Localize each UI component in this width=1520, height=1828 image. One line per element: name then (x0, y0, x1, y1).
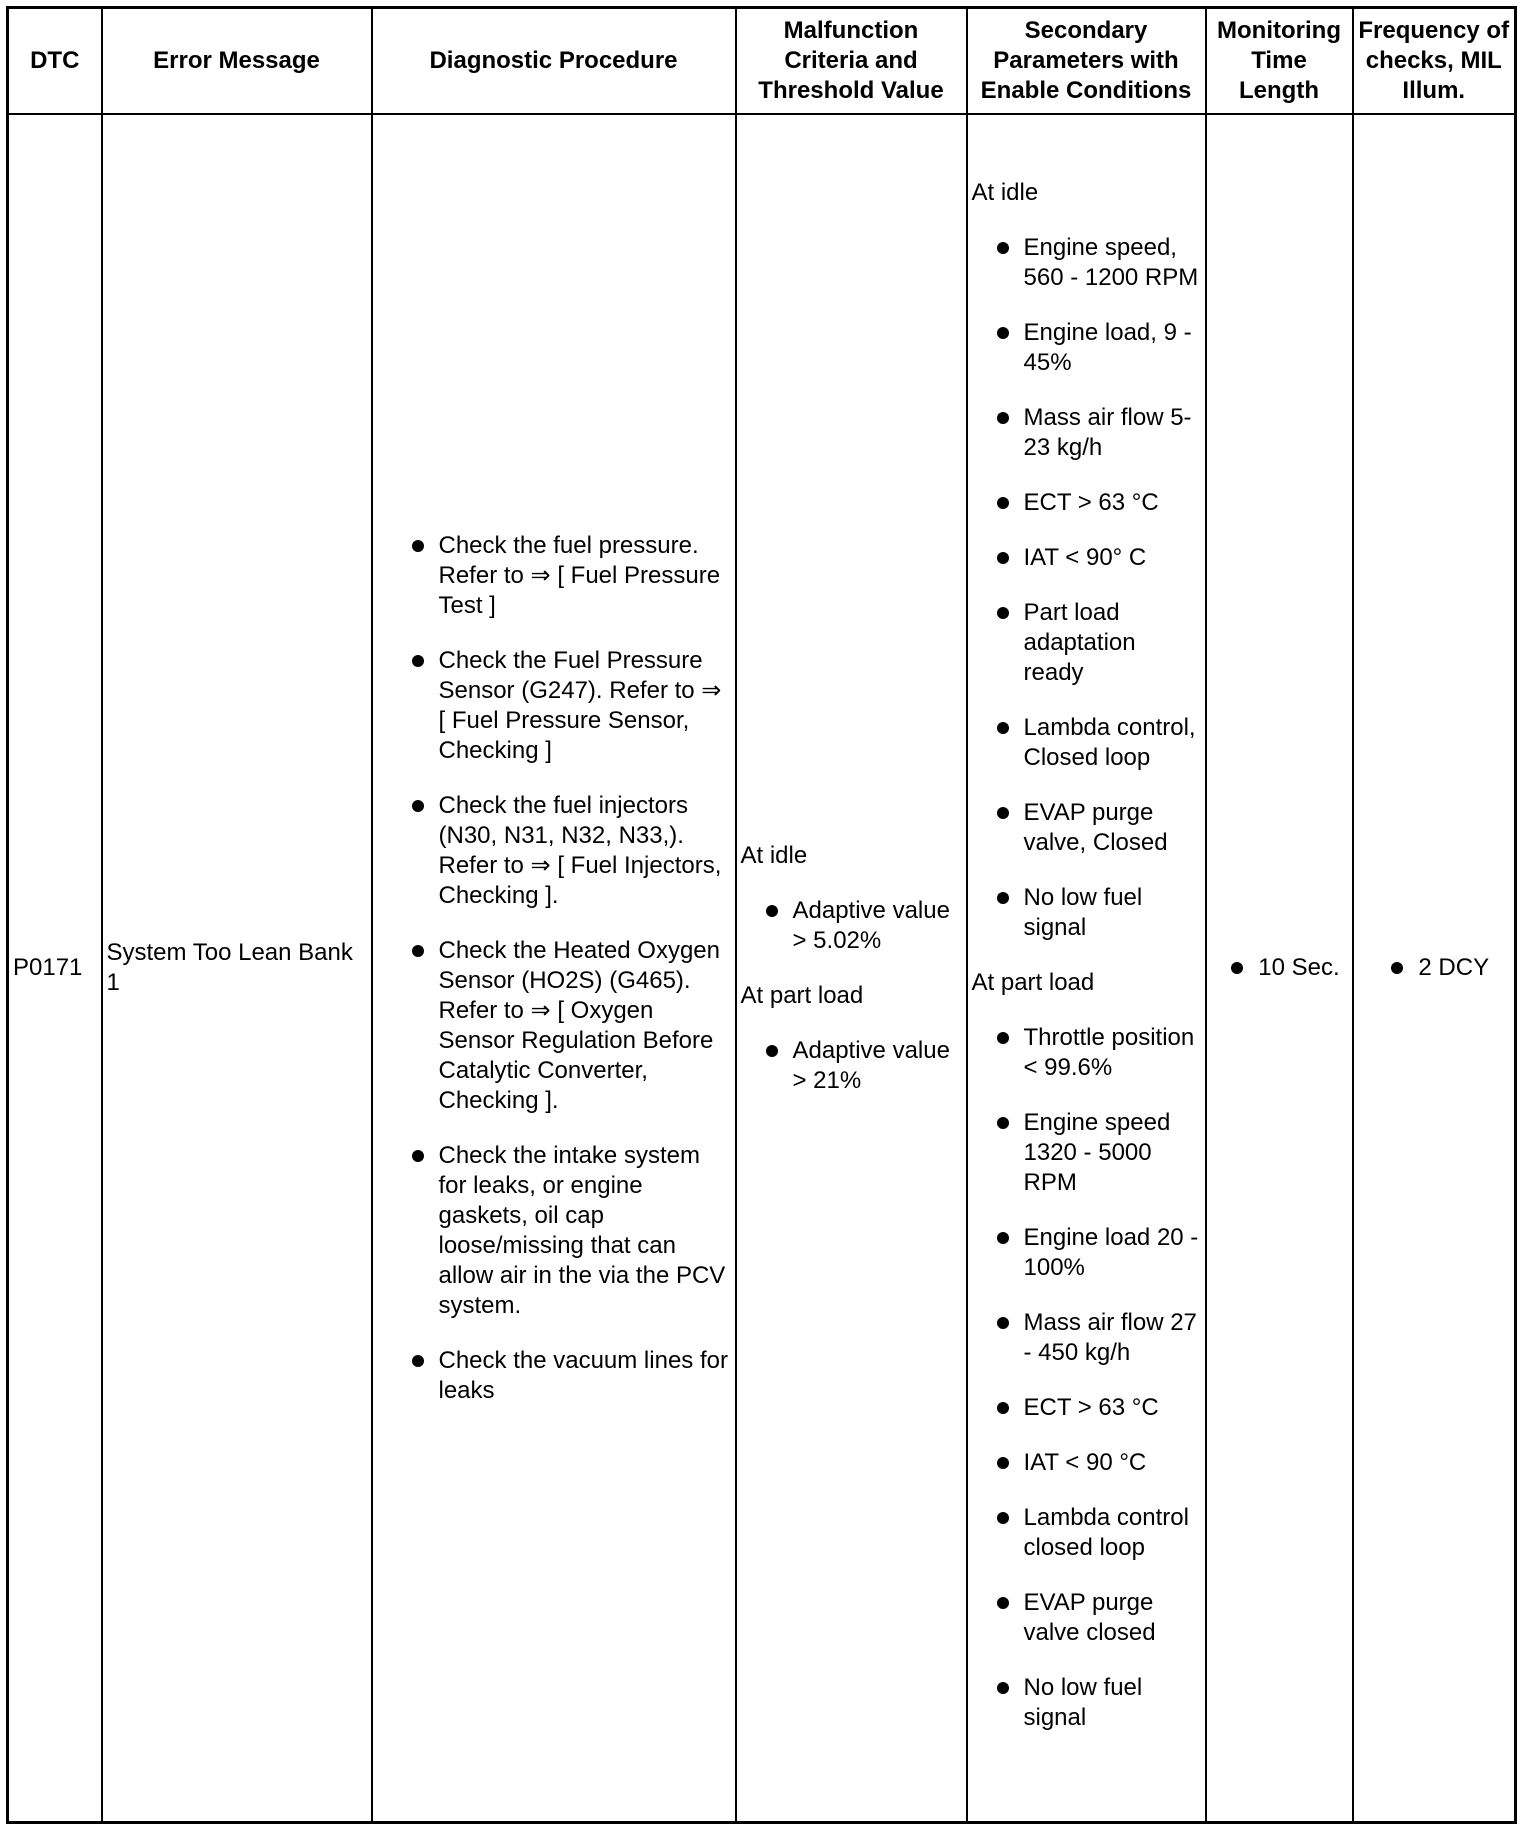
frequency-item-text: 2 DCY (1418, 954, 1490, 981)
cell-dtc: P0171 (8, 114, 102, 1823)
bullet-icon (997, 1317, 1009, 1329)
secondary-param-item (984, 543, 1201, 573)
diagnostic-step (399, 531, 729, 621)
malfunction-idle-list (741, 896, 962, 956)
bullet-icon (997, 892, 1009, 904)
header-monitoring-time: Monitoring Time Length (1206, 8, 1353, 115)
malfunction-item-text: Adaptive value > 5.02% (792, 896, 950, 954)
secondary-param-item-text: Lambda control, Closed loop (1023, 714, 1196, 771)
header-dtc: DTC (8, 8, 102, 115)
secondary-param-item (984, 318, 1201, 378)
bullet-icon (997, 1597, 1009, 1609)
diagnostic-step (399, 1346, 729, 1406)
malfunction-item (753, 896, 962, 956)
malfunction-part-load-list (741, 1036, 962, 1096)
diagnostic-step (399, 791, 729, 911)
secondary-param-item (984, 713, 1201, 773)
bullet-icon (997, 722, 1009, 734)
header-frequency: Frequency of checks, MIL Illum. (1353, 8, 1516, 115)
bullet-icon (997, 327, 1009, 339)
cell-malfunction-criteria (736, 114, 967, 1823)
diagnostic-step-text: Check the Fuel Pressure Sensor (G247). Refer to ⇒ [ Fuel Pressure Sensor, Checking ] (438, 646, 722, 764)
bullet-icon (997, 552, 1009, 564)
cell-diagnostic-procedure (372, 114, 736, 1823)
secondary-param-item-text: Mass air flow 27 - 450 kg/h (1023, 1309, 1197, 1366)
bullet-icon (412, 540, 424, 552)
secondary-idle-heading: At idle (971, 179, 1039, 206)
bullet-icon (997, 807, 1009, 819)
table-row (8, 114, 1516, 1823)
secondary-param-item (984, 883, 1201, 943)
diagnostic-step-text: Check the Heated Oxygen Sensor (HO2S) (G465). Refer to ⇒ [ Oxygen Sensor Regulation Before Catalytic Converter, Checking ]. (438, 936, 720, 1114)
secondary-part-load-heading: At part load (971, 969, 1095, 996)
secondary-param-item-text: IAT < 90° C (1023, 544, 1147, 571)
bullet-icon (997, 412, 1009, 424)
secondary-param-item (984, 1673, 1201, 1733)
secondary-param-item (984, 233, 1201, 293)
bullet-icon (997, 1032, 1009, 1044)
secondary-param-item-text: EVAP purge valve closed (1023, 1589, 1156, 1646)
cell-secondary-parameters (967, 114, 1206, 1823)
bullet-icon (766, 1045, 778, 1057)
secondary-param-item (984, 1503, 1201, 1563)
secondary-param-item (984, 1448, 1201, 1478)
bullet-icon (412, 1150, 424, 1162)
bullet-icon (997, 1682, 1009, 1694)
diagnostic-step-text: Check the fuel pressure. Refer to ⇒ [ Fuel Pressure Test ] (438, 531, 721, 619)
secondary-idle-list (972, 233, 1201, 943)
malfunction-idle-heading: At idle (740, 841, 808, 869)
secondary-param-item (984, 1588, 1201, 1648)
bullet-icon (997, 497, 1009, 509)
cell-monitoring-time (1206, 114, 1353, 1823)
header-row (8, 8, 1516, 115)
header-error-message: Error Message (102, 8, 372, 115)
header-secondary-parameters: Secondary Parameters with Enable Conditions (967, 8, 1206, 115)
secondary-param-item (984, 1223, 1201, 1283)
frequency-list (1378, 953, 1489, 983)
secondary-param-item-text: Engine load 20 - 100% (1023, 1224, 1199, 1281)
secondary-param-item (984, 1108, 1201, 1198)
secondary-part-load-list (972, 1023, 1201, 1733)
malfunction-item (753, 1036, 962, 1096)
bullet-icon (412, 1355, 424, 1367)
secondary-param-item-text: Part load adaptation ready (1023, 599, 1136, 686)
bullet-icon (412, 800, 424, 812)
bullet-icon (412, 655, 424, 667)
header-diagnostic-procedure: Diagnostic Procedure (372, 8, 736, 115)
secondary-param-item-text: Engine speed, 560 - 1200 RPM (1023, 234, 1199, 291)
secondary-param-item-text: No low fuel signal (1023, 884, 1143, 941)
secondary-param-item-text: ECT > 63 °C (1023, 489, 1159, 516)
secondary-param-item (984, 488, 1201, 518)
bullet-icon (997, 1457, 1009, 1469)
bullet-icon (997, 1402, 1009, 1414)
bullet-icon (766, 905, 778, 917)
secondary-param-item (984, 1023, 1201, 1083)
diagnostic-step (399, 646, 729, 766)
secondary-param-item-text: Engine load, 9 - 45% (1023, 319, 1192, 376)
dtc-table (6, 6, 1517, 1824)
bullet-icon (997, 1117, 1009, 1129)
bullet-icon (997, 242, 1009, 254)
secondary-param-item-text: Mass air flow 5-23 kg/h (1023, 404, 1192, 461)
secondary-param-item-text: Engine speed 1320 - 5000 RPM (1023, 1109, 1171, 1196)
diagnostic-procedure-list (377, 531, 731, 1406)
secondary-param-item-text: EVAP purge valve, Closed (1023, 799, 1168, 856)
cell-frequency (1353, 114, 1516, 1823)
diagnostic-step (399, 936, 729, 1116)
secondary-param-item (984, 798, 1201, 858)
bullet-icon (412, 945, 424, 957)
monitoring-time-item (1218, 953, 1339, 983)
monitoring-time-list (1218, 953, 1339, 983)
diagnostic-step-text: Check the intake system for leaks, or engine gaskets, oil cap loose/missing that can allow air in the via the PCV system. (438, 1141, 726, 1319)
malfunction-item-text: Adaptive value > 21% (792, 1036, 950, 1094)
frequency-item (1378, 953, 1489, 983)
secondary-param-item (984, 403, 1201, 463)
secondary-param-item (984, 1393, 1201, 1423)
malfunction-part-load-heading: At part load (740, 981, 864, 1009)
monitoring-time-item-text: 10 Sec. (1258, 954, 1340, 981)
secondary-param-item (984, 598, 1201, 688)
secondary-param-item-text: ECT > 63 °C (1023, 1394, 1159, 1421)
bullet-icon (1391, 962, 1403, 974)
bullet-icon (1231, 962, 1243, 974)
bullet-icon (997, 1512, 1009, 1524)
secondary-param-item-text: Throttle position < 99.6% (1023, 1024, 1195, 1081)
diagnostic-step (399, 1141, 729, 1321)
cell-error-message: System Too Lean Bank 1 (102, 114, 372, 1823)
secondary-param-item-text: IAT < 90 °C (1023, 1449, 1147, 1476)
secondary-param-item-text: No low fuel signal (1023, 1674, 1143, 1731)
secondary-param-item (984, 1308, 1201, 1368)
diagnostic-step-text: Check the fuel injectors (N30, N31, N32, N33,). Refer to ⇒ [ Fuel Injectors, Checking ]. (438, 791, 722, 909)
bullet-icon (997, 1232, 1009, 1244)
header-malfunction-criteria: Malfunction Criteria and Threshold Value (736, 8, 967, 115)
bullet-icon (997, 607, 1009, 619)
diagnostic-step-text: Check the vacuum lines for leaks (438, 1346, 728, 1404)
secondary-param-item-text: Lambda control closed loop (1023, 1504, 1189, 1561)
